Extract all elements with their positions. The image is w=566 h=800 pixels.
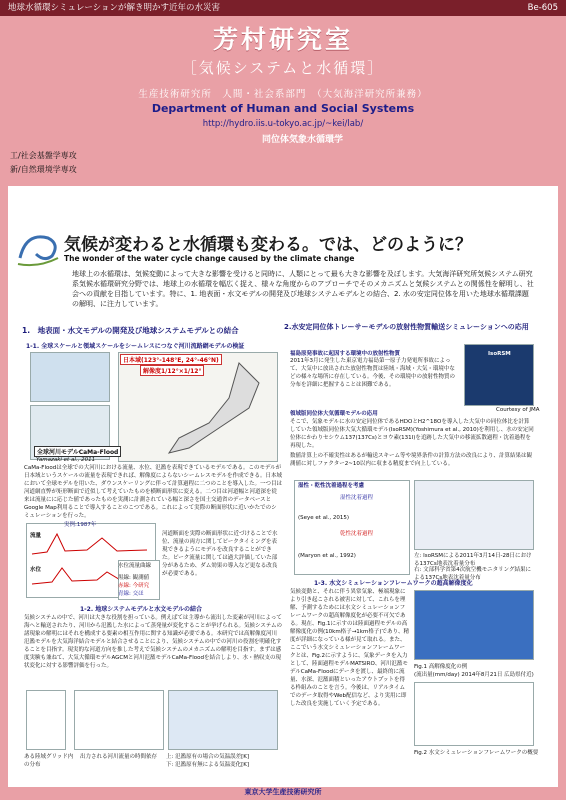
cap-fig1: Fig.1 高解像度化の例 (流出量(mm/day) 2014年8月21日 広島県付近) [414, 664, 534, 678]
headline-en: The wonder of the water cycle change caused by the climate change [64, 254, 355, 263]
tag-region: 日本域(123°-148°E, 24°-46°N) [120, 354, 222, 365]
sec1-title: 1. 地表面・水文モデルの開発及び地球システムモデルとの結合 [22, 326, 239, 335]
sec13-title: 1-3. 水文シミュレーションフレームワークの超高解像度化 [314, 580, 473, 587]
headline: 気候が変わると水循環も変わる。では、どのように？ [64, 235, 472, 255]
cap-fig2: Fig.2 水文シミュレーションフレームワークの概要 [414, 750, 539, 756]
sec2-sub2: 領域版同位体大気循環モデルの応用 [290, 411, 378, 417]
header-right: Be-605 [527, 3, 558, 13]
sec2-sub1: 福島原発事故に起因する環境中の放射性物質 [290, 351, 401, 357]
map-note1: 左: IsoRSMによる2011年3月14日-28日における137Cs地表沈着量分布 [414, 553, 532, 567]
tag-camaflood: 全球河川モデルCaMa-Flood [34, 446, 121, 457]
department: Department of Human and Social Systems [151, 102, 415, 115]
sec1-body2: 河道断面を実際の断面形状に近づけることで水位、流量の両方に関してピークタイミングを表現できるようにモデルを改良することができた。ピーク流量に関しては過大評価していた部分があるため、ダム効果の導入など更なる改良が必要である。 [162, 531, 278, 577]
sec13-body: 気候変動と、それに伴う異常気象、極端現象により引き起こされる被害に対して、これらを理解、予測するためには水文シミュレーションフレームワークの超高解像度化が必要不可欠である。現在、Fig.1に示すのは陸面過程モデルの高解像度化の例(10km格子→1km格子)であり、精度が詳細になっている様が見て取れる。また、ここでいう水文シミュレーションフレームワークとは、Fig.2に示すように、気象データを入力として、陸面過程モデルMATSIRO、河川氾濫モデルCaMa-Floodにデータを渡し、最終的に流量、水深、氾濫面積といったアウトプットを得る枠組みのことを言う。今後は、リアルタイムでのデータ取得やWeb配信など、より実用に即した改良を実施していく予定である。 [290, 589, 409, 707]
major-2: 新/自然環境学専攻 [10, 165, 77, 174]
sec2-title: 2.水安定同位体トレーサーモデルの放射性物質輸送シミュレーションへの応用 [284, 323, 529, 331]
box-dry: 乾性沈着過程 [340, 531, 374, 537]
lab-url[interactable]: http://hydro.iis.u-tokyo.ac.jp/~kei/lab/ [202, 119, 364, 129]
label-flow: 流量 [30, 533, 42, 539]
tag-resolution: 解像度1/12°×1/12° [140, 365, 204, 376]
lab-name: 同位体気象水循環学 [262, 135, 344, 145]
label-rating-curve: 水位流量曲線 [118, 563, 152, 569]
cite-seye: (Seye et al., 2015) [298, 515, 349, 521]
sec12-body: 気候システムの中で、河川は大きな役割を担っている。例えばては主導から流出した変素が河川によって海へと輸送されたり、河川から氾濫した水によって蒸発量が変化することが挙げられる。気候システムの諸現象の解明にはそれを構成する要素の相互作用に関する知識が必要である。本研究では高解像度河川氾濫モデルを大気海洋結合モデルと結合させることにより、気候システムの中での河川の役割を明確化することを目指す。現実的な河道方向を推した考えで気候システムのメカニズムの解明を目指す。まずは感度実験も兼ねて、大気大循環モデルAGCMと河川氾濫モデルCaMa-Floodを結合しより、水・熱収支の現状変化に対する影響評価を行った。 [24, 615, 282, 669]
sec2-body1: 2011年3月に発生した東京電力福島第一原子力発電所事故によって、大気中に放出された放射性物質は陸域・海域・大気・環境中などの様々な場所に存在している。今後、その環境中の放射性物質の分布を詳細に把握することは困難である。 [290, 358, 456, 388]
fig-temp-maps [168, 690, 278, 750]
fig-framework [414, 682, 534, 746]
cite-yamazaki: Yamazaki et al., 2011 [36, 457, 96, 463]
page-title: 芳村研究室 [212, 25, 353, 54]
affiliation: 生産技術研究所 人間・社会系部門 （大気海洋研究所兼務） [138, 89, 428, 100]
intro-text: 地球上の水循環は、気候変動によって大きな影響を受けると同時に、人類にとって最も大きな影響を及ぼします。大気海洋研究所気候システム研究系気候水循環研究分野では、地球上の水循環を幅広く捉え、様々な角度からのアプローチでそのメカニズムと気候システムとの関係性を解明し、社会への貢献を目指しています。特に、1. 地表面・水文モデルの開発及び地球システムモデルとの結合、2. 水の安定同位体を用いた地球水循環課題の解明、に注力しています。 [72, 270, 534, 308]
label-wet-dry: 湿性・乾性沈着過程を考慮 [298, 483, 365, 489]
legend-other: 青線: 交ほ [118, 591, 144, 597]
legend-obs: 黒線: 観測値 [118, 575, 150, 581]
legend-this: 赤線: 今研究 [118, 583, 150, 589]
fig-global-map [30, 352, 110, 402]
sec2-body3: 数値計算上の不確実性はあるが輸送スキーム等や境界条件の計算方法の改良により、計算結果は観測値に対しファクター2~10以内に収まる精度まで向上している。 [290, 453, 533, 467]
cite-maryon: (Maryon et al., 1992) [298, 553, 356, 559]
credit-jma: Courtesy of JMA [496, 407, 540, 413]
fig-hires-maps [414, 590, 534, 660]
cap-grid: ある陸域グリッド内の分布 [24, 754, 74, 768]
major-1: 工/社会基盤学専攻 [10, 151, 77, 160]
page-subtitle: ［気候システムと水循環］ [181, 59, 385, 77]
footer: 東京大学生産技術研究所 [244, 788, 322, 796]
sec2-body2: そこで、気象モデルに水の安定同位体であるHDOとH2^18Oを導入した大気中の同位体比を計算していた領域版同位体大気大循環モデル(IsoRSM)(Yoshimura et al., 2010)を利用し、水の安定同位体にかわりセシウム137(137Cs)とヨウ素(131I)を追跡した大気中の移流拡散過程・沈着過程を再現した。 [290, 419, 534, 449]
cap-temp: 上: 氾濫原有の場合の気温誤差[K] 下: 氾濫原有無による気温変化[K] [166, 754, 250, 768]
map-note2: 右: 文部科学省第4次航空機モニタリング結果による137Cs地表沈着量分布 [414, 567, 531, 581]
label-year: 実例:1987年 [64, 522, 97, 528]
label-isorsm: IsoRSM [488, 351, 511, 357]
box-wet: 湿性沈着過程 [340, 495, 374, 501]
header-left: 地球水循環シミュレーションが解き明かす近年の水災害 [8, 3, 220, 13]
fig-grid-distribution [26, 690, 66, 750]
fig-deposition-maps [414, 480, 534, 550]
swirl-decoration [14, 228, 64, 268]
sec12-title: 1-2. 地球システムモデルと水文モデルの結合 [80, 606, 203, 613]
cap-river: 出力される河川流量の時間依存 [80, 754, 158, 760]
sec1-body: CaMa-Floodは全球での大河川における流量、水位、氾濫を表現できているモデルである。このモデルが日本域というスケールの流量を表現できれば、解像度によらないシームレスモデルを作成できる。日本域において全球モデルを用いた、ダウンスケーリングに伴って計算過程に二つのことを導入した。一つ目は河道網直弊が矩形断面で近似して考えていたものを横断面形状に変える。二つ目は河道幅と河道深を従来は流量にに応じた値であったものを実測に計測されている幅と深さを国土交通省のデータベースとGoogle Map利用ることで導入することのこつである。これによって実際の断面形状に近いかたでのシミュレーションを行った。 [24, 465, 282, 519]
top-bar [0, 0, 566, 16]
sec1-sub: 1-1. 全球スケールと領域スケールをシームレスにつなぐ河川流路網モデルの検証 [26, 343, 245, 350]
label-level: 水位 [30, 567, 42, 573]
fig-river-timeseries [74, 690, 164, 750]
